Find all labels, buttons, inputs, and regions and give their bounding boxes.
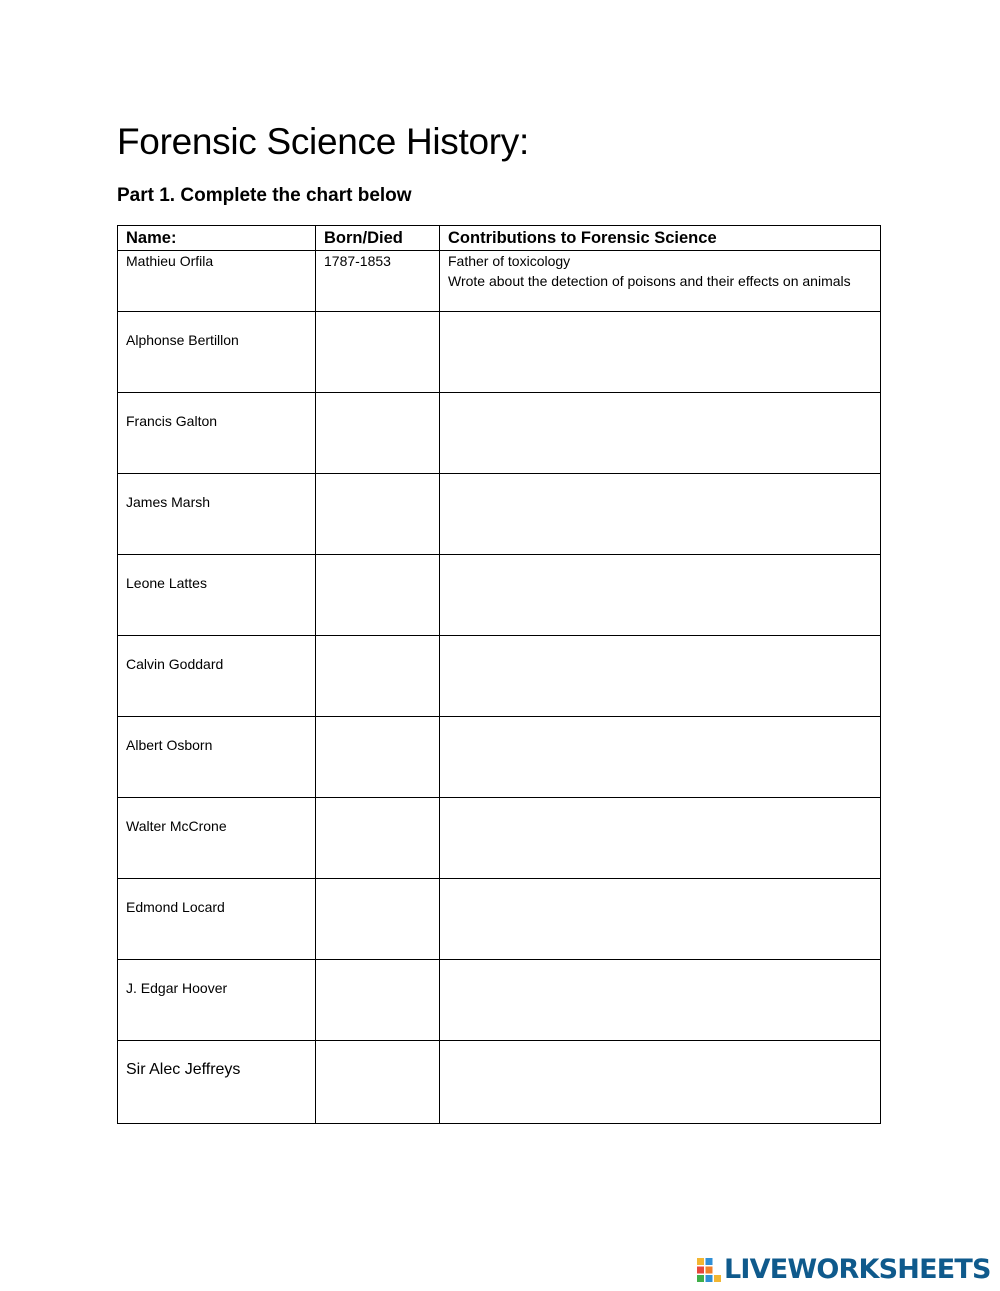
contribution-input-cell[interactable] [440, 555, 881, 636]
table-row [118, 960, 881, 1041]
table-row [118, 1041, 881, 1124]
table-row [118, 393, 881, 474]
born-died-input-cell[interactable] [316, 879, 440, 960]
table-row [118, 312, 881, 393]
table-row [118, 474, 881, 555]
liveworksheets-logo[interactable] [697, 1255, 991, 1285]
born-died-input-cell[interactable] [316, 393, 440, 474]
header-born-died: Born/Died [316, 226, 440, 251]
contribution-input-cell[interactable] [440, 879, 881, 960]
born-died-input-cell[interactable] [316, 312, 440, 393]
name-cell: Alphonse Bertillon [118, 312, 316, 393]
table-header-row [118, 226, 881, 251]
born-died-input-cell[interactable] [316, 555, 440, 636]
name-cell: James Marsh [118, 474, 316, 555]
table-row [118, 798, 881, 879]
forensic-history-table [117, 225, 881, 1124]
name-cell: Mathieu Orfila [118, 251, 316, 312]
born-died-input-cell[interactable] [316, 1041, 440, 1124]
page-title: Forensic Science History: [117, 121, 529, 162]
liveworksheets-logo-text: LIVEWORKSHEETS [724, 1254, 991, 1285]
contribution-input-cell[interactable] [440, 960, 881, 1041]
name-cell: Edmond Locard [118, 879, 316, 960]
liveworksheets-blocks-icon [697, 1258, 721, 1282]
contribution-input-cell[interactable] [440, 636, 881, 717]
born-died-input-cell[interactable] [316, 960, 440, 1041]
name-cell: Francis Galton [118, 393, 316, 474]
born-died-input-cell[interactable] [316, 636, 440, 717]
contribution-input-cell[interactable] [440, 474, 881, 555]
contribution-input-cell[interactable] [440, 798, 881, 879]
name-cell: Albert Osborn [118, 717, 316, 798]
section-subtitle: Part 1. Complete the chart below [117, 185, 412, 206]
name-cell: Leone Lattes [118, 555, 316, 636]
contribution-line: Father of toxicology [448, 253, 571, 269]
contribution-input-cell[interactable] [440, 312, 881, 393]
name-cell: Walter McCrone [118, 798, 316, 879]
table-row [118, 879, 881, 960]
contribution-input-cell[interactable] [440, 717, 881, 798]
born-died-input-cell[interactable] [316, 717, 440, 798]
header-contributions: Contributions to Forensic Science [440, 226, 881, 251]
table-row [118, 555, 881, 636]
contribution-cell [440, 251, 881, 312]
contribution-input-cell[interactable] [440, 1041, 881, 1124]
contribution-input-cell[interactable] [440, 393, 881, 474]
contribution-line: Wrote about the detection of poisons and their effects on animals [448, 273, 851, 289]
header-name: Name: [118, 226, 316, 251]
name-cell: Sir Alec Jeffreys [118, 1041, 316, 1124]
table-row [118, 636, 881, 717]
table-row [118, 717, 881, 798]
table-row [118, 251, 881, 312]
born-died-cell: 1787-1853 [316, 251, 440, 312]
born-died-input-cell[interactable] [316, 474, 440, 555]
born-died-input-cell[interactable] [316, 798, 440, 879]
name-cell: J. Edgar Hoover [118, 960, 316, 1041]
name-cell: Calvin Goddard [118, 636, 316, 717]
